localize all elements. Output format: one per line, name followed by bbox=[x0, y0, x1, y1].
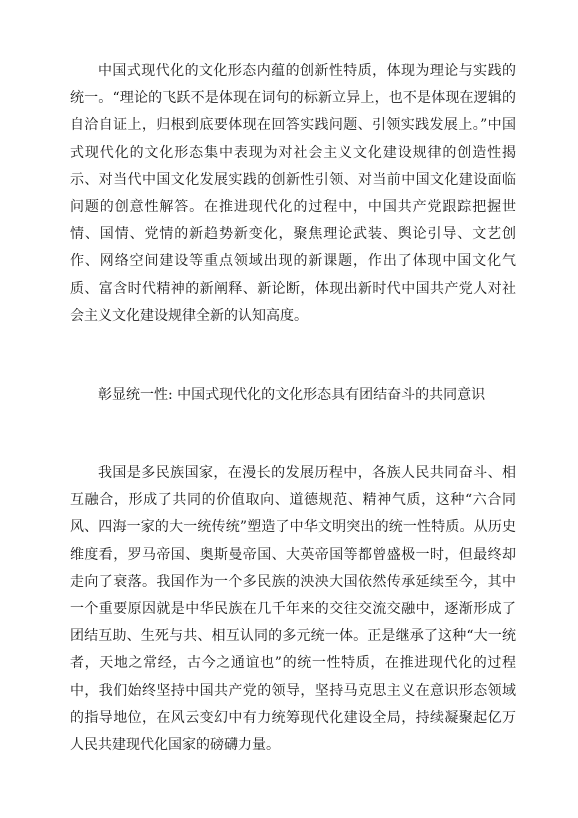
paragraph-unity: 我国是多民族国家，在漫长的发展历程中，各族人民共同奋斗、相互融合，形成了共同的价值取向、道德规范、精神气质，这种“六合同风、四海一家的大一统传统”塑造了中华文明突出的统一性特质。从历史维度看，罗马帝国、奥斯曼帝国、大英帝国等都曾盛极一时，但最终却走向了衰落。我国作为一个多民族的泱泱大国依然传承延续至今，其中一个重要原因就是中华民族在几千年来的交往交流交融中，逐渐形成了团结互助、生死与共、相互认同的多元统一体。正是继承了这种“大一统者，天地之常经，古今之通谊也”的统一性特质，在推进现代化的过程中，我们始终坚持中国共产党的领导，坚持马克思主义在意识形态领域的指导地位，在风云变幻中有力统筹现代化建设全局，持续凝聚起亿万人民共建现代化国家的磅礴力量。 bbox=[70, 465, 516, 754]
spacer bbox=[70, 409, 516, 460]
document-page bbox=[70, 58, 516, 759]
spacer bbox=[70, 330, 516, 382]
paragraph-innovation: 中国式现代化的文化形态内蕴的创新性特质，体现为理论与实践的统一。“理论的飞跃不是体现在词句的标新立异上，也不是体现在逻辑的自洽自证上，归根到底要体现在回答实践问题、引领实践发展上。”中国式现代化的文化形态集中表现为对社会主义文化建设规律的创造性揭示、对当代中国文化发展实践的创新性引领、对当前中国文化建设面临问题的创意性解答。在推进现代化的过程中，中国共产党跟踪把握世情、国情、党情的新趋势新变化，聚焦理论武装、舆论引导、文艺创作、网络空间建设等重点领域出现的新课题，作出了体现中国文化气质、富含时代精神的新阐释、新论断，体现出新时代中国共产党人对社会主义文化建设规律全新的认知高度。 bbox=[70, 63, 516, 324]
section-heading: 彰显统一性: 中国式现代化的文化形态具有团结奋斗的共同意识 bbox=[98, 387, 486, 404]
